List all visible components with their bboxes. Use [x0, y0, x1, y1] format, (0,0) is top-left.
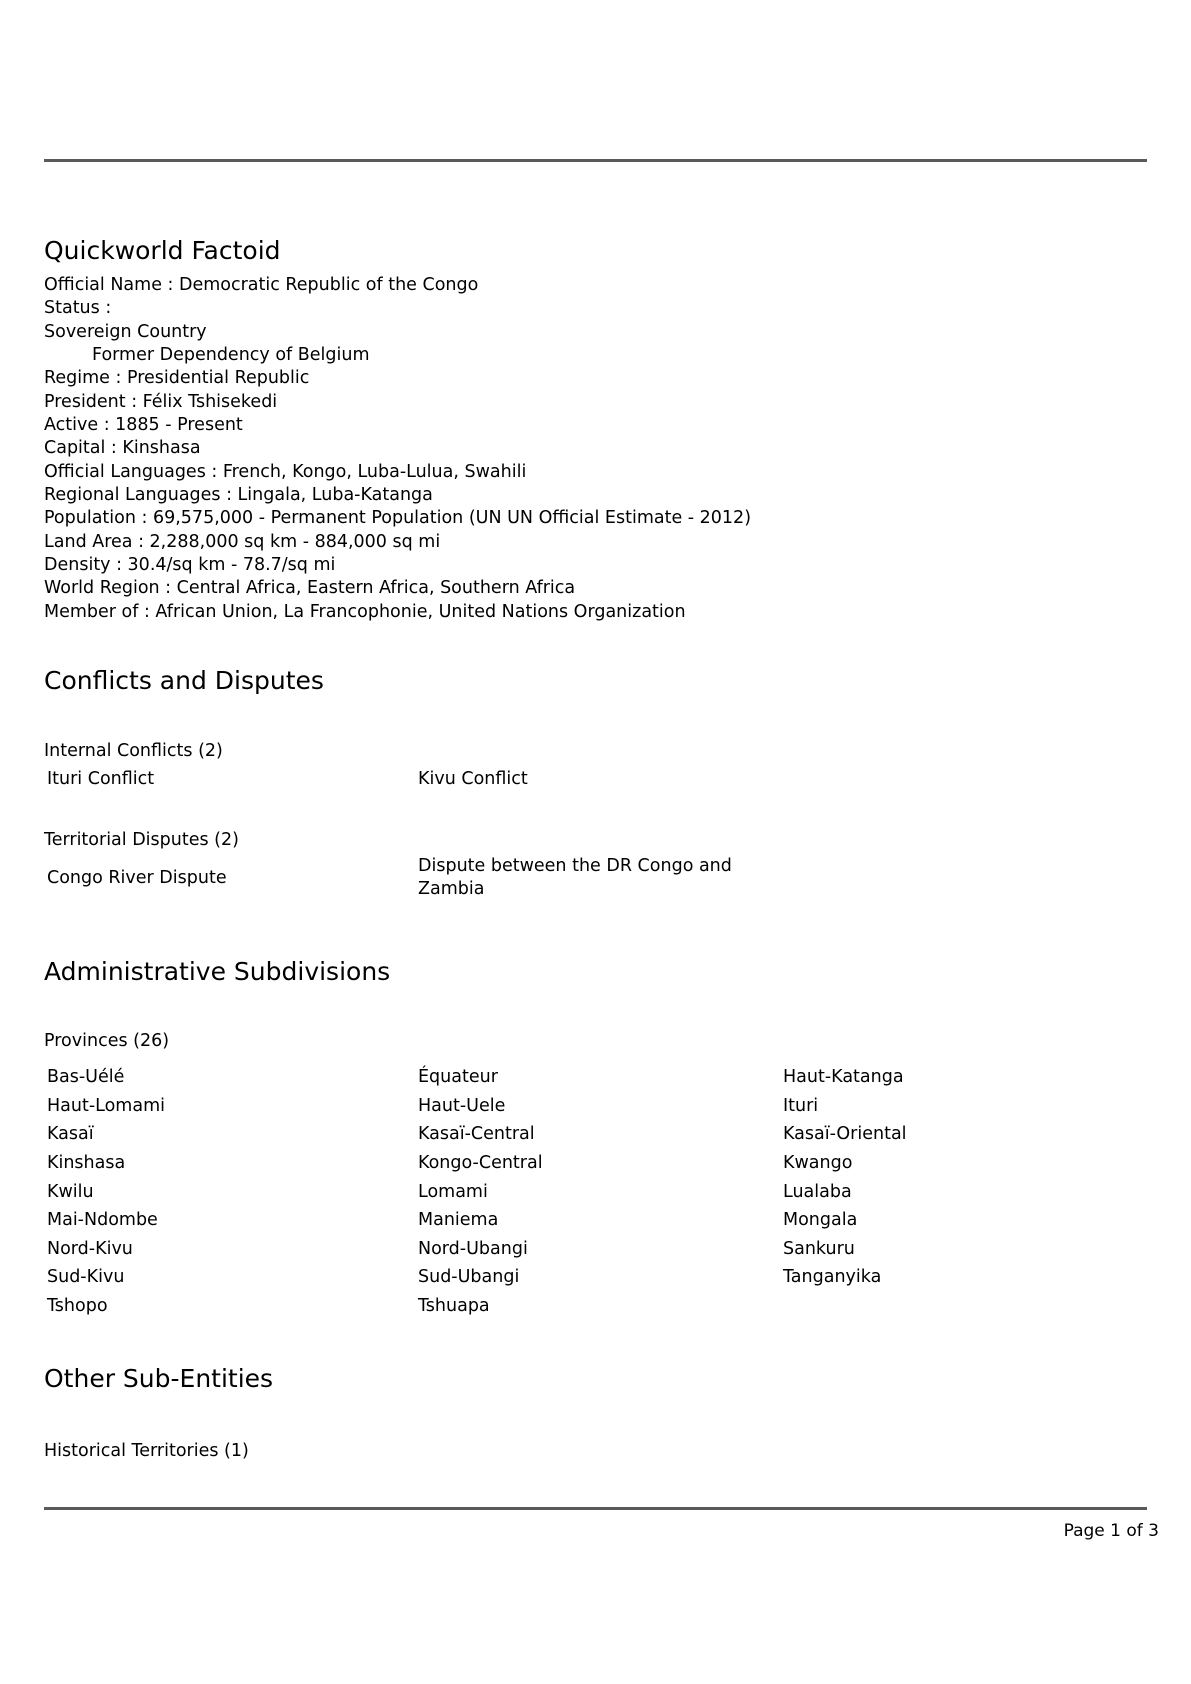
page-number-indicator: Page 1 of 3 — [1063, 1521, 1159, 1541]
province-item: Tanganyika — [783, 1267, 882, 1288]
section-heading-conflicts: Conflicts and Disputes — [44, 666, 324, 695]
province-item: Maniema — [418, 1210, 499, 1231]
factoid-line-density: Density : 30.4/sq km - 78.7/sq mi — [44, 555, 336, 576]
province-item: Ituri — [783, 1095, 819, 1116]
factoid-line-president: President : Félix Tshisekedi — [44, 391, 278, 412]
province-item: Tshuapa — [418, 1296, 490, 1317]
subheading-historical-territories: Historical Territories (1) — [44, 1441, 249, 1461]
province-item: Kasaï — [47, 1124, 94, 1145]
province-item: Nord-Ubangi — [418, 1238, 528, 1259]
section-heading-other-sub-entities: Other Sub-Entities — [44, 1364, 274, 1393]
province-item: Kasaï-Central — [418, 1124, 535, 1145]
internal-conflict-item: Kivu Conflict — [418, 769, 528, 790]
provinces-grid — [47, 1063, 1143, 1320]
province-item: Nord-Kivu — [47, 1238, 133, 1259]
province-item: Bas-Uélé — [47, 1067, 125, 1088]
province-item: Haut-Lomami — [47, 1095, 165, 1116]
subheading-internal-conflicts: Internal Conflicts (2) — [44, 741, 223, 761]
factoid-line-sovereign-country: Sovereign Country — [44, 321, 207, 342]
province-item: Kasaï-Oriental — [783, 1124, 907, 1145]
factoid-line-status: Status : — [44, 298, 112, 319]
province-item: Lualaba — [783, 1181, 852, 1202]
province-item: Sud-Ubangi — [418, 1267, 520, 1288]
factoid-line-regional-languages: Regional Languages : Lingala, Luba-Katanga — [44, 485, 433, 506]
province-item: Haut-Uele — [418, 1095, 506, 1116]
factoid-line-land-area: Land Area : 2,288,000 sq km - 884,000 sq mi — [44, 531, 441, 552]
top-horizontal-rule — [44, 159, 1147, 162]
territorial-dispute-item: Congo River Dispute — [47, 867, 227, 888]
province-item: Mongala — [783, 1210, 858, 1231]
province-item: Kongo-Central — [418, 1153, 543, 1174]
territorial-disputes-row — [47, 855, 768, 902]
factoid-line-official-languages: Official Languages : French, Kongo, Luba-Lulua, Swahili — [44, 461, 527, 482]
factoid-line-capital: Capital : Kinshasa — [44, 438, 201, 459]
province-item: Équateur — [418, 1067, 498, 1088]
factoid-line-world-region: World Region : Central Africa, Eastern Africa, Southern Africa — [44, 578, 576, 599]
section-heading-admin-subdivisions: Administrative Subdivisions — [44, 957, 391, 986]
province-item: Haut-Katanga — [783, 1067, 904, 1088]
factoid-line-population: Population : 69,575,000 - Permanent Population (UN UN Official Estimate - 2012) — [44, 508, 752, 529]
province-item: Kwango — [783, 1153, 853, 1174]
territorial-dispute-item: Dispute between the DR Congo and Zambia — [418, 856, 732, 900]
factoid-line-former-dependency: Former Dependency of Belgium — [92, 345, 370, 366]
factoid-line-member-of: Member of : African Union, La Francophonie, United Nations Organization — [44, 601, 686, 622]
province-item: Kwilu — [47, 1181, 94, 1202]
province-item: Tshopo — [47, 1296, 108, 1317]
province-item: Kinshasa — [47, 1153, 126, 1174]
subheading-provinces: Provinces (26) — [44, 1031, 170, 1051]
internal-conflict-item: Ituri Conflict — [47, 769, 155, 790]
factoid-line-official-name: Official Name : Democratic Republic of the Congo — [44, 275, 479, 295]
internal-conflicts-row — [47, 765, 783, 794]
province-item: Mai-Ndombe — [47, 1210, 158, 1231]
subheading-territorial-disputes: Territorial Disputes (2) — [44, 830, 239, 850]
province-item: Sankuru — [783, 1238, 855, 1259]
factoid-line-active: Active : 1885 - Present — [44, 415, 243, 436]
factoid-line-regime: Regime : Presidential Republic — [44, 368, 310, 389]
province-item: Sud-Kivu — [47, 1267, 125, 1288]
page-title: Quickworld Factoid — [44, 236, 281, 265]
province-item: Lomami — [418, 1181, 488, 1202]
factoid-block — [44, 274, 751, 624]
bottom-horizontal-rule — [44, 1507, 1147, 1510]
